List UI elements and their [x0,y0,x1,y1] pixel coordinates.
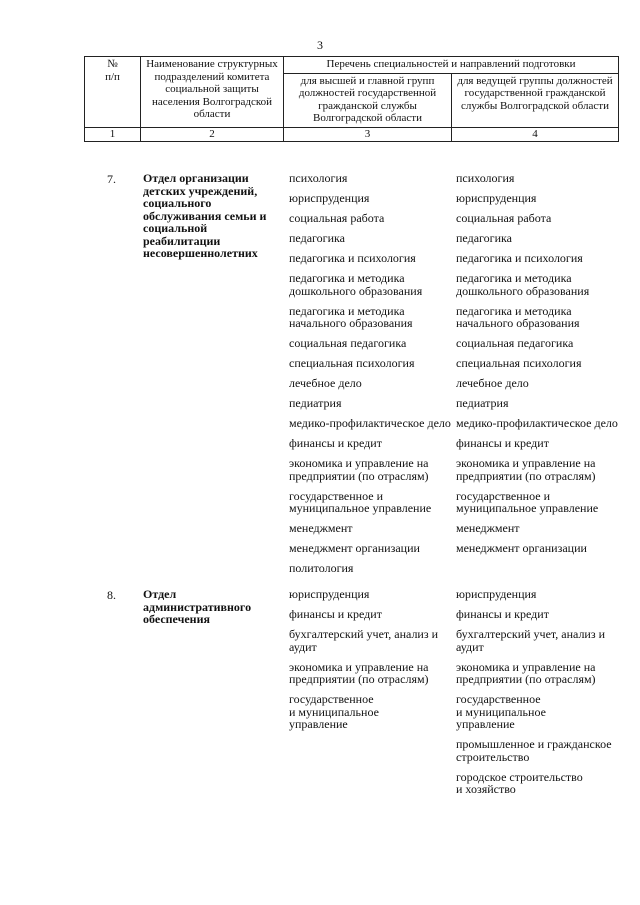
specialty-item: юриспруденция [289,191,370,205]
header-group-specialties: Перечень специальностей и направлений подготовки [284,57,619,74]
specialty-item: юриспруденция [456,587,537,601]
specialty-item: государственное и муниципальное управление [456,488,599,515]
specialty-item: менеджмент организации [289,541,420,555]
department-name: Отдел административного обеспечения [143,587,252,626]
header-col-leading-group: для ведущей группы должностей государственной гражданской службы Волгоградской области [452,73,619,127]
specialty-item: финансы и кредит [456,436,549,450]
specialty-item: социальная педагогика [289,336,407,350]
specialty-item: промышленное и гражданское строительство [456,737,612,764]
specialty-item: финансы и кредит [289,607,382,621]
specialty-item: специальная психология [289,356,415,370]
specialty-item: медико-профилактическое дело [456,416,618,430]
specialty-item: социальная педагогика [456,336,574,350]
specialty-item: политология [289,561,354,575]
specialty-list-leading [456,172,622,562]
specialty-item: государственное и муниципальное управление [289,692,379,731]
specialty-item: педиатрия [456,396,509,410]
page-number: 3 [317,38,323,52]
specialty-item: экономика и управление на предприятии (по отраслям) [456,456,596,483]
specialty-list-senior [289,172,455,582]
header-col-number: № п/п [85,57,141,128]
specialty-item: педагогика [456,231,512,245]
specialty-list-leading [456,588,622,803]
column-number-4: 4 [452,127,619,141]
column-number-2: 2 [141,127,284,141]
specialty-item: менеджмент [456,521,520,535]
specialty-item: педагогика и методика дошкольного образования [289,271,423,298]
specialty-item: лечебное дело [289,376,362,390]
specialty-item: экономика и управление на предприятии (по отраслям) [456,659,596,686]
specialty-item: менеджмент организации [456,541,587,555]
specialty-item: педагогика и психология [289,251,416,265]
specialty-list-senior [289,588,455,738]
specialty-item: педагогика [289,231,345,245]
specialty-item: финансы и кредит [289,436,382,450]
specialty-item: психология [456,171,515,185]
specialty-item: социальная работа [289,211,385,225]
specialty-item: лечебное дело [456,376,529,390]
specialty-item: менеджмент [289,521,353,535]
department-name: Отдел организации детских учреждений, социального обслуживания семьи и социальной реабилитации несовершеннолетних [143,171,267,260]
header-table [84,56,619,142]
specialty-item: бухгалтерский учет, анализ и аудит [456,627,606,654]
specialty-item: экономика и управление на предприятии (по отраслям) [289,456,429,483]
specialty-item: педагогика и методика начального образования [289,303,413,330]
specialty-item: педагогика и методика начального образования [456,303,580,330]
specialty-item: педагогика и психология [456,251,583,265]
header-col-senior-groups: для высшей и главной групп должностей государственной гражданской службы Волгоградской области [284,73,452,127]
row-number: 8. [107,588,116,602]
specialty-item: экономика и управление на предприятии (по отраслям) [289,659,429,686]
specialty-item: городское строительство и хозяйство [456,769,583,796]
specialty-item: государственное и муниципальное управление [456,692,546,731]
specialty-item: юриспруденция [289,587,370,601]
specialty-item: специальная психология [456,356,582,370]
specialty-item: социальная работа [456,211,552,225]
specialty-item: государственное и муниципальное управление [289,488,432,515]
specialty-item: бухгалтерский учет, анализ и аудит [289,627,439,654]
specialty-item: педагогика и методика дошкольного образования [456,271,590,298]
row-number: 7. [107,172,116,186]
specialty-item: финансы и кредит [456,607,549,621]
header-col-department: Наименование структурных подразделений комитета социальной защиты населения Волгоградской области [141,57,284,128]
specialty-item: психология [289,171,348,185]
specialty-item: юриспруденция [456,191,537,205]
specialty-item: медико-профилактическое дело [289,416,451,430]
column-number-3: 3 [284,127,452,141]
specialty-item: педиатрия [289,396,342,410]
column-number-1: 1 [85,127,141,141]
